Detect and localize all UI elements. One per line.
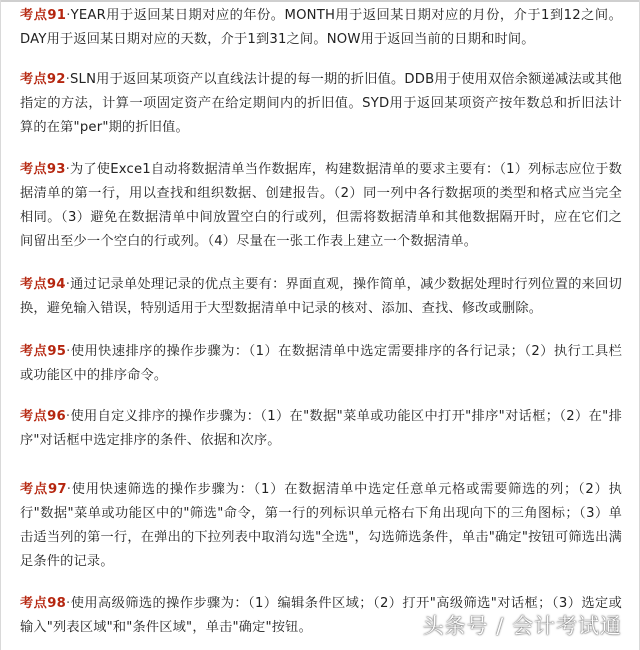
kaodian-number: 92	[46, 72, 66, 87]
kaodian-text: YEAR用于返回某日期对应的年份。MONTH用于返回某日期对应的月份，介于1到12之间。DAY用于返回某日期对应的天数，介于1到31之间。NOW用于返回当前的日期和时间。	[20, 8, 622, 47]
kaodian-number: 93	[46, 162, 66, 177]
kaodian-92-paragraph	[20, 68, 622, 140]
kaodian-separator: ·	[66, 596, 71, 611]
kaodian-separator: ·	[65, 162, 70, 177]
left-border	[0, 0, 1, 650]
kaodian-91-paragraph	[20, 4, 622, 52]
kaodian-separator: ·	[65, 72, 70, 87]
kaodian-text: 使用快速排序的操作步骤为：（1）在数据清单中选定需要排序的各行记录；（2）执行工具栏或功能区中的排序命令。	[20, 344, 622, 383]
kaodian-separator: ·	[66, 8, 71, 23]
kaodian-label: 考点	[20, 277, 47, 292]
kaodian-93-paragraph	[20, 158, 622, 254]
kaodian-number: 96	[47, 409, 66, 424]
kaodian-separator: ·	[65, 409, 71, 424]
kaodian-number: 98	[47, 596, 67, 611]
kaodian-label: 考点	[20, 8, 48, 23]
kaodian-text: 为了使Exce1自动将数据清单当作数据库，构建数据清单的要求主要有：（1）列标志应位于数据清单的第一行，用以查找和组织数据、创建报告。（2）同一列中各行数据项的类型和格式应当完全相同。（3）避免在数据清单中间放置空白的行或列，但需将数据清单和其他数据隔开时，应在它们之间留出至少一个空白的行或列。（4）尽量在一张工作表上建立一个数据清单。	[20, 162, 622, 249]
kaodian-label: 考点	[20, 162, 47, 177]
kaodian-number: 97	[47, 482, 67, 497]
kaodian-96-paragraph	[20, 405, 622, 453]
kaodian-number: 95	[47, 344, 67, 359]
kaodian-label: 考点	[20, 72, 47, 87]
kaodian-separator: ·	[66, 344, 71, 359]
kaodian-label: 考点	[20, 344, 48, 359]
kaodian-separator: ·	[66, 482, 72, 497]
kaodian-label: 考点	[20, 482, 48, 497]
kaodian-text: 使用快速筛选的操作步骤为：（1）在数据清单中选定任意单元格或需要筛选的列；（2）执行"数据"菜单或功能区中的"筛选"命令，第一行的列标识单元格右下角出现向下的三角图标；（3）单击适当列的第一行，在弹出的下拉列表中取消勾选"全选"，勾选筛选条件，单击"确定"按钮可筛选出满足条件的记录。	[20, 482, 622, 569]
watermark: 头条号 / 会计考试通	[422, 614, 622, 638]
kaodian-text: 通过记录单处理记录的优点主要有：界面直观，操作简单，减少数据处理时行列位置的来回切换，避免输入错误，特别适用于大型数据清单中记录的核对、添加、查找、修改或删除。	[20, 277, 622, 316]
kaodian-number: 91	[47, 8, 67, 23]
kaodian-text: SLN用于返回某项资产以直线法计提的每一期的折旧值。DDB用于使用双倍余额递减法或其他指定的方法，计算一项固定资产在给定期间内的折旧值。SYD用于返回某项资产按年数总和折旧法计算的在第"per"期的折旧值。	[20, 72, 622, 135]
kaodian-94-paragraph	[20, 273, 622, 321]
kaodian-text: 使用高级筛选的操作步骤为：（1）编辑条件区域；（2）打开"高级筛选"对话框；（3）选定或输入"列表区域"和"条件区域"，单击"确定"按钮。	[20, 596, 622, 635]
kaodian-label: 考点	[20, 596, 48, 611]
kaodian-label: 考点	[20, 409, 48, 424]
top-border	[0, 0, 640, 2]
kaodian-97-paragraph	[20, 478, 622, 574]
kaodian-separator: ·	[65, 277, 71, 292]
kaodian-text: 使用自定义排序的操作步骤为：（1）在"数据"菜单或功能区中打开"排序"对话框；（2）在"排序"对话框中选定排序的条件、依据和次序。	[20, 409, 623, 448]
kaodian-95-paragraph	[20, 340, 622, 388]
kaodian-number: 94	[46, 277, 66, 292]
